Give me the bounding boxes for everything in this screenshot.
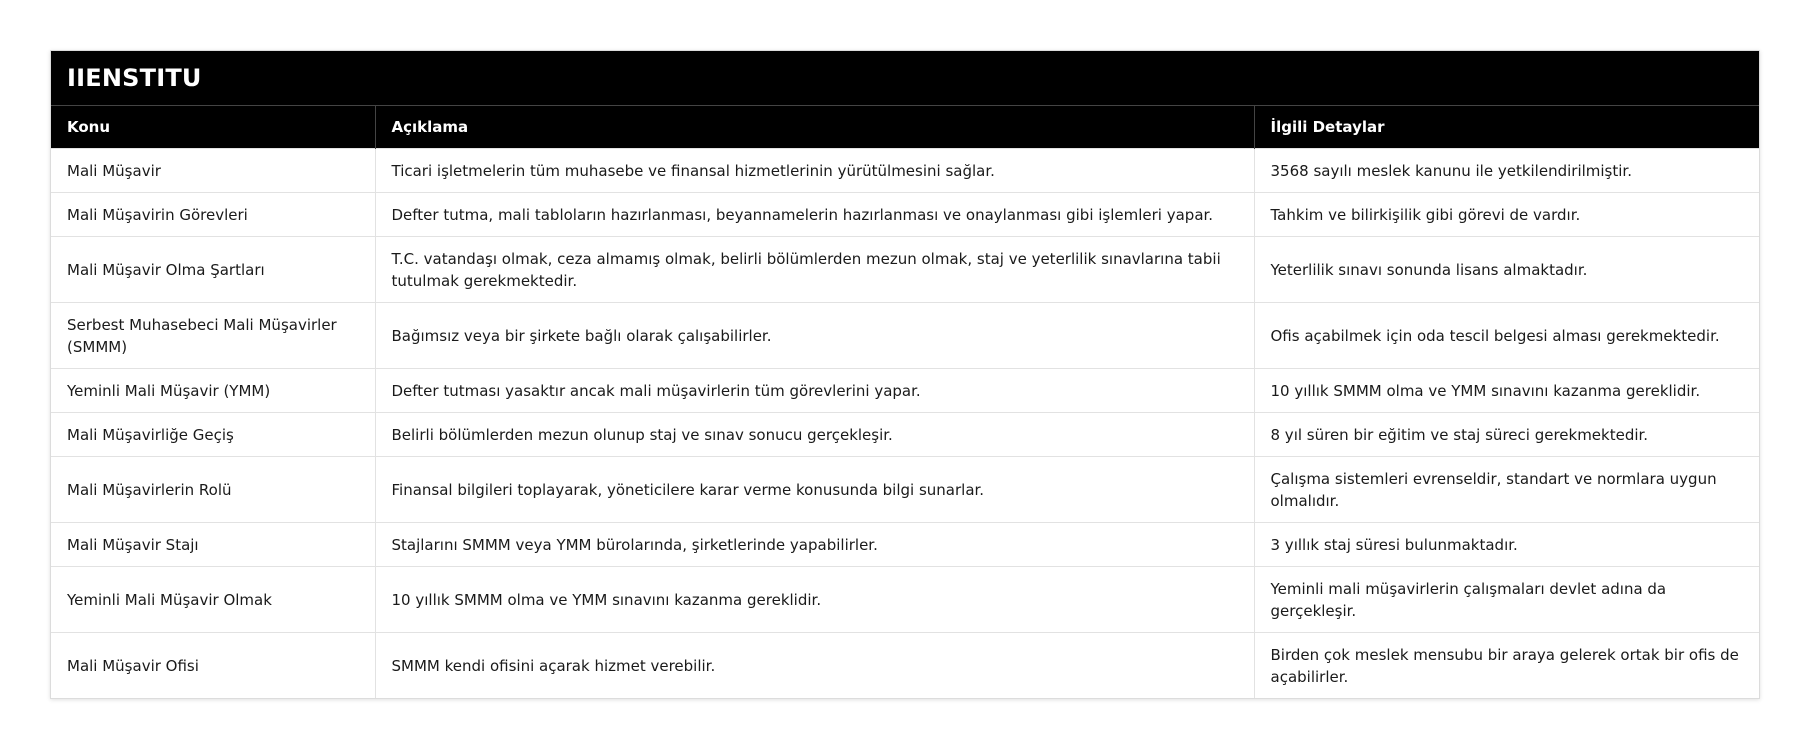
table-cell-topic: Mali Müşavirlerin Rolü [51, 457, 375, 523]
column-header-konu: Konu [51, 106, 375, 149]
table-cell-topic: Yeminli Mali Müşavir Olmak [51, 567, 375, 633]
data-table-card [50, 50, 1760, 699]
table-cell-detail: Birden çok meslek mensubu bir araya gelerek ortak bir ofis de açabilirler. [1254, 633, 1759, 699]
table-cell-detail: Yeminli mali müşavirlerin çalışmaları devlet adına da gerçekleşir. [1254, 567, 1759, 633]
table-cell-detail: Ofis açabilmek için oda tescil belgesi alması gerekmektedir. [1254, 303, 1759, 369]
column-header-ilgili-detaylar: İlgili Detaylar [1254, 106, 1759, 149]
table-row [51, 303, 1759, 369]
table-cell-description: 10 yıllık SMMM olma ve YMM sınavını kazanma gereklidir. [375, 567, 1254, 633]
table-row [51, 149, 1759, 193]
table-row [51, 523, 1759, 567]
table-cell-topic: Mali Müşavirliğe Geçiş [51, 413, 375, 457]
table-row [51, 413, 1759, 457]
table-row [51, 457, 1759, 523]
table-cell-detail: Tahkim ve bilirkişilik gibi görevi de vardır. [1254, 193, 1759, 237]
table-cell-detail: 3568 sayılı meslek kanunu ile yetkilendirilmiştir. [1254, 149, 1759, 193]
table-cell-description: Bağımsız veya bir şirkete bağlı olarak çalışabilirler. [375, 303, 1254, 369]
table-row [51, 633, 1759, 699]
table-cell-topic: Mali Müşavir Ofisi [51, 633, 375, 699]
data-table [51, 105, 1759, 698]
table-cell-detail: 3 yıllık staj süresi bulunmaktadır. [1254, 523, 1759, 567]
table-header-row [51, 106, 1759, 149]
brand-title: IIENSTITU [51, 51, 1759, 105]
table-cell-description: Belirli bölümlerden mezun olunup staj ve sınav sonucu gerçekleşir. [375, 413, 1254, 457]
table-row [51, 237, 1759, 303]
table-cell-detail: 8 yıl süren bir eğitim ve staj süreci gerekmektedir. [1254, 413, 1759, 457]
column-header-aciklama: Açıklama [375, 106, 1254, 149]
table-cell-description: T.C. vatandaşı olmak, ceza almamış olmak, belirli bölümlerden mezun olmak, staj ve yeterlilik sınavlarına tabii tutulmak gerekmektedir. [375, 237, 1254, 303]
table-cell-topic: Mali Müşavir [51, 149, 375, 193]
table-cell-description: Stajlarını SMMM veya YMM bürolarında, şirketlerinde yapabilirler. [375, 523, 1254, 567]
table-row [51, 193, 1759, 237]
table-cell-detail: Çalışma sistemleri evrenseldir, standart ve normlara uygun olmalıdır. [1254, 457, 1759, 523]
table-row [51, 369, 1759, 413]
table-cell-topic: Mali Müşavirin Görevleri [51, 193, 375, 237]
table-row [51, 567, 1759, 633]
table-cell-description: Defter tutma, mali tabloların hazırlanması, beyannamelerin hazırlanması ve onaylanması gibi işlemleri yapar. [375, 193, 1254, 237]
table-cell-description: Finansal bilgileri toplayarak, yöneticilere karar verme konusunda bilgi sunarlar. [375, 457, 1254, 523]
table-cell-topic: Mali Müşavir Olma Şartları [51, 237, 375, 303]
table-cell-topic: Yeminli Mali Müşavir (YMM) [51, 369, 375, 413]
table-cell-detail: 10 yıllık SMMM olma ve YMM sınavını kazanma gereklidir. [1254, 369, 1759, 413]
table-cell-description: Ticari işletmelerin tüm muhasebe ve finansal hizmetlerinin yürütülmesini sağlar. [375, 149, 1254, 193]
table-cell-topic: Serbest Muhasebeci Mali Müşavirler (SMMM) [51, 303, 375, 369]
table-cell-topic: Mali Müşavir Stajı [51, 523, 375, 567]
table-cell-description: SMMM kendi ofisini açarak hizmet verebilir. [375, 633, 1254, 699]
table-cell-detail: Yeterlilik sınavı sonunda lisans almaktadır. [1254, 237, 1759, 303]
table-cell-description: Defter tutması yasaktır ancak mali müşavirlerin tüm görevlerini yapar. [375, 369, 1254, 413]
